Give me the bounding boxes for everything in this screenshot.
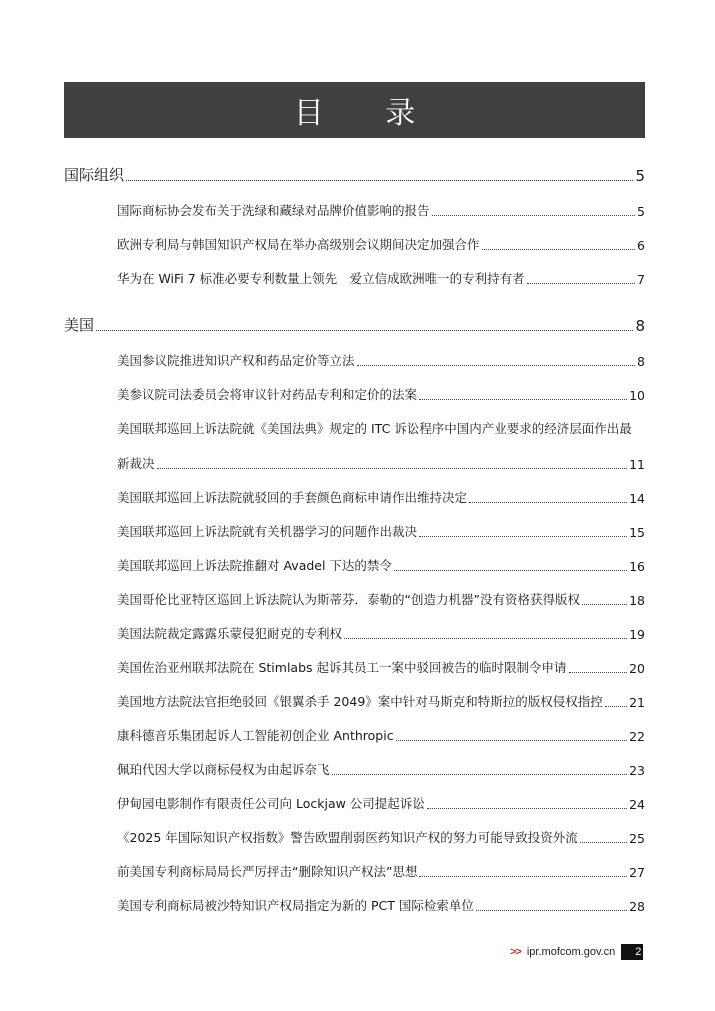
toc-title: 目 录 bbox=[293, 96, 442, 131]
toc-item-label: 华为在 WiFi 7 标准必要专利数量上领先 爱立信成欧洲唯一的专利持有者 bbox=[117, 271, 525, 286]
dot-leader bbox=[527, 282, 635, 284]
toc-item[interactable] bbox=[117, 658, 645, 676]
toc-item-label: 欧洲专利局与韩国知识产权局在举办高级别会议期间决定加强合作 bbox=[117, 237, 480, 252]
toc-item-label: 伊甸园电影制作有限责任公司向 Lockjaw 公司提起诉讼 bbox=[117, 796, 425, 811]
toc-item[interactable] bbox=[117, 385, 645, 403]
dot-leader bbox=[419, 535, 627, 537]
toc-item[interactable] bbox=[117, 862, 645, 880]
toc-item[interactable] bbox=[117, 235, 645, 253]
toc-page-number: 20 bbox=[629, 661, 645, 676]
dot-leader bbox=[157, 467, 628, 469]
toc-page-number: 8 bbox=[637, 354, 645, 369]
toc-title-bar bbox=[64, 82, 645, 138]
toc-item-label: 美国联邦巡回上诉法院就驳回的手套颜色商标申请作出维持决定 bbox=[117, 490, 468, 505]
toc-page-number: 16 bbox=[629, 559, 645, 574]
toc-item-label: 美国哥伦比亚特区巡回上诉法院认为斯蒂芬．泰勒的“创造力机器”没有资格获得版权 bbox=[117, 592, 580, 607]
toc-item[interactable] bbox=[117, 201, 645, 219]
toc-item[interactable] bbox=[117, 351, 645, 369]
toc-page-number: 19 bbox=[629, 627, 645, 642]
toc-section-international[interactable] bbox=[64, 164, 645, 185]
toc-page-number: 22 bbox=[629, 729, 645, 744]
dot-leader bbox=[582, 603, 627, 605]
toc-page-number: 27 bbox=[629, 865, 645, 880]
toc-item[interactable] bbox=[117, 794, 645, 812]
dot-leader bbox=[419, 398, 627, 400]
toc-item[interactable] bbox=[117, 269, 645, 287]
toc-page-number: 11 bbox=[629, 457, 645, 472]
dot-leader bbox=[96, 329, 633, 331]
toc-item-label: 美国地方法院法官拒绝驳回《银翼杀手 2049》案中针对马斯克和特斯拉的版权侵权指控 bbox=[117, 694, 603, 709]
toc-item-label: 《2025 年国际知识产权指数》警告欧盟削弱医药知识产权的努力可能导致投资外流 bbox=[117, 830, 578, 845]
toc-page-number: 7 bbox=[637, 272, 645, 287]
toc-item[interactable] bbox=[117, 760, 645, 778]
toc-item-label: 美国联邦巡回上诉法院推翻对 Avadel 下达的禁令 bbox=[117, 558, 392, 573]
dot-leader bbox=[476, 909, 627, 911]
toc-item-label: 新裁决 bbox=[117, 456, 155, 471]
toc-item[interactable] bbox=[117, 692, 645, 710]
toc-item-label: 美国佐治亚州联邦法院在 Stimlabs 起诉其员工一案中驳回被告的临时限制令申请 bbox=[117, 660, 567, 675]
toc-item-label: 美国法院裁定露露乐蒙侵犯耐克的专利权 bbox=[117, 626, 343, 641]
dot-leader bbox=[605, 705, 627, 707]
toc-page-number: 25 bbox=[629, 831, 645, 846]
toc-item[interactable] bbox=[117, 556, 645, 574]
dot-leader bbox=[419, 875, 627, 877]
dot-leader bbox=[126, 179, 633, 181]
toc-page-number: 23 bbox=[629, 763, 645, 778]
toc-page-number: 6 bbox=[637, 238, 645, 253]
toc-page-number: 10 bbox=[629, 388, 645, 403]
dot-leader bbox=[432, 214, 636, 216]
toc-page-number: 21 bbox=[629, 695, 645, 710]
page-footer bbox=[510, 944, 643, 960]
dot-leader bbox=[427, 807, 627, 809]
toc-page-number: 5 bbox=[635, 167, 645, 185]
dot-leader bbox=[580, 841, 627, 843]
toc-item-first-line[interactable] bbox=[117, 419, 645, 437]
toc-item-label: 美参议院司法委员会将审议针对药品专利和定价的法案 bbox=[117, 387, 418, 402]
toc-item[interactable] bbox=[117, 590, 645, 608]
toc-page-number: 18 bbox=[629, 593, 645, 608]
dot-leader bbox=[569, 671, 628, 673]
toc-item-label: 美国联邦巡回上诉法院就《美国法典》规定的 ITC 诉讼程序中国内产业要求的经济层面作出最 bbox=[117, 421, 632, 436]
toc-section-usa[interactable] bbox=[64, 314, 645, 335]
toc-item-label: 康科德音乐集团起诉人工智能初创企业 Anthropic bbox=[117, 728, 394, 743]
toc-section-label: 美国 bbox=[64, 316, 95, 334]
toc-page-number: 24 bbox=[629, 797, 645, 812]
dot-leader bbox=[357, 364, 636, 366]
toc-item-label: 国际商标协会发布关于洗绿和藏绿对品牌价值影响的报告 bbox=[117, 203, 430, 218]
toc-item[interactable] bbox=[117, 896, 645, 914]
dot-leader bbox=[394, 569, 627, 571]
toc-page-number: 15 bbox=[629, 525, 645, 540]
toc-section-label: 国际组织 bbox=[64, 166, 125, 184]
toc-item-label: 佩珀代因大学以商标侵权为由起诉奈飞 bbox=[117, 762, 330, 777]
toc-item[interactable] bbox=[117, 624, 645, 642]
toc-page-number: 14 bbox=[629, 491, 645, 506]
toc-item[interactable] bbox=[117, 488, 645, 506]
dot-leader bbox=[482, 248, 636, 250]
toc-item[interactable] bbox=[117, 726, 645, 744]
toc-page-number: 8 bbox=[635, 317, 645, 335]
toc-item[interactable] bbox=[117, 522, 645, 540]
toc-item[interactable] bbox=[117, 454, 645, 472]
dot-leader bbox=[469, 501, 627, 503]
footer-page-number: 2 bbox=[621, 944, 643, 960]
footer-website[interactable]: ipr.mofcom.gov.cn bbox=[526, 946, 616, 958]
dot-leader bbox=[396, 739, 628, 741]
dot-leader bbox=[332, 773, 628, 775]
toc-item-label: 美国参议院推进知识产权和药品定价等立法 bbox=[117, 353, 355, 368]
toc-page-number: 28 bbox=[629, 899, 645, 914]
double-chevron-right-icon: >> bbox=[510, 946, 521, 958]
toc-item[interactable] bbox=[117, 828, 645, 846]
toc-item-label: 前美国专利商标局局长严厉抨击“删除知识产权法”思想 bbox=[117, 864, 418, 879]
toc-item-label: 美国专利商标局被沙特知识产权局指定为新的 PCT 国际检索单位 bbox=[117, 898, 474, 913]
toc-page-number: 5 bbox=[637, 204, 645, 219]
toc-item-label: 美国联邦巡回上诉法院就有关机器学习的问题作出裁决 bbox=[117, 524, 418, 539]
dot-leader bbox=[344, 637, 627, 639]
